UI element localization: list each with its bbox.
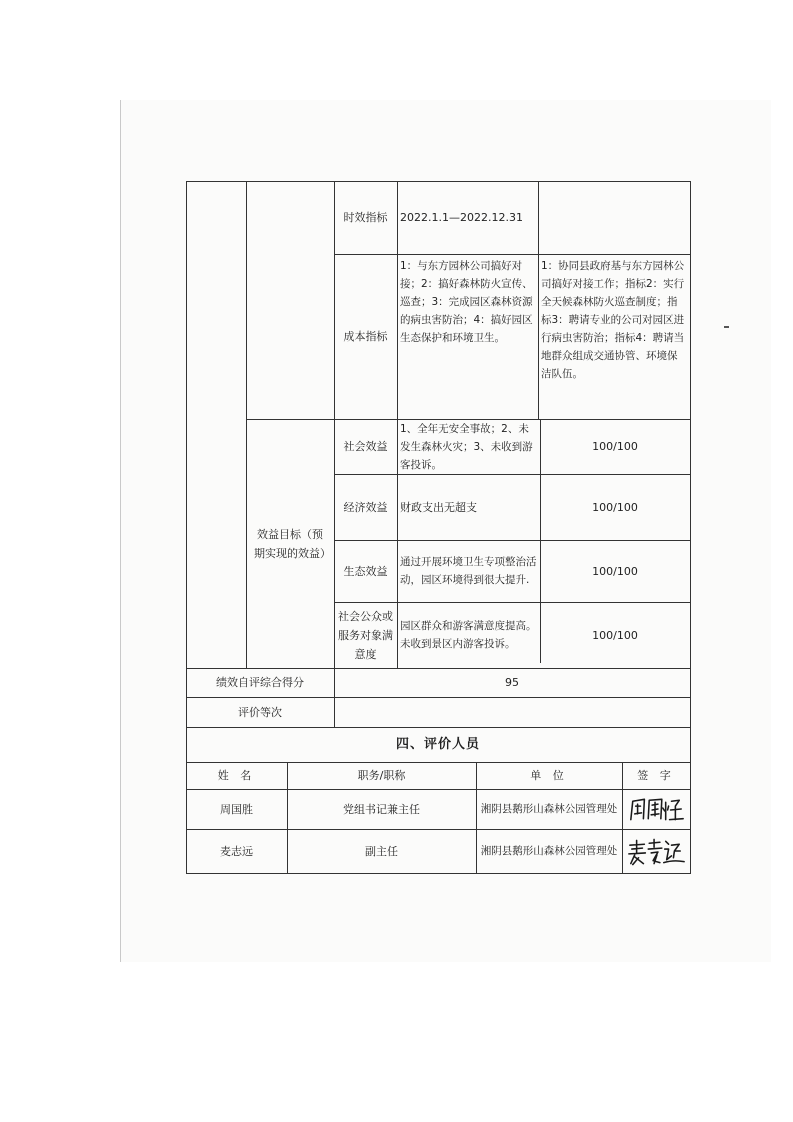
evaluators-heading: 四、评价人员 (395, 737, 480, 752)
grade-value (334, 697, 690, 727)
timeliness-label: 时效指标 (343, 211, 388, 224)
ecological-benefit-target: 通过开展环境卫生专项整治活动，园区环境得到很大提升. (400, 556, 537, 586)
evaluator-position: 副主任 (365, 844, 398, 858)
header-name: 姓 名 (217, 769, 256, 782)
social-benefit-score: 100/100 (592, 440, 638, 453)
header-position: 职务/职称 (357, 769, 406, 782)
grade-label: 评价等次 (238, 705, 282, 719)
satisfaction-target: 园区群众和游客满意度提高。未收到景区内游客投诉。 (400, 620, 537, 650)
social-benefit-label: 社会效益 (343, 440, 388, 453)
header-signature: 签 字 (637, 769, 675, 782)
social-benefit-target: 1、全年无安全事故；2、未发生森林火灾；3、未收到游客投诉。 (400, 422, 533, 471)
economic-benefit-target: 财政支出无超支 (400, 500, 477, 514)
evaluator-name: 周国胜 (220, 802, 253, 816)
signature-zhou (622, 789, 690, 829)
economic-benefit-label: 经济效益 (343, 500, 388, 514)
satisfaction-score: 100/100 (592, 628, 638, 642)
timeliness-target: 2022.1.1—2022.12.31 (400, 211, 523, 224)
ecological-benefit-score: 100/100 (592, 564, 638, 578)
evaluator-unit: 湘阴县鹅形山森林公园管理处 (480, 845, 618, 857)
cost-target: 1：与东方园林公司搞好对接；2：搞好森林防火宣传、巡查；3：完成园区森林资源的病虫害防治；4：搞好园区生态保护和环境卫生。 (400, 260, 533, 344)
evaluator-name: 麦志远 (220, 844, 253, 858)
benefit-group-label: 效益目标（预期实现的效益） (254, 527, 331, 560)
signature-mai (622, 829, 690, 873)
evaluator-unit: 湘阴县鹅形山森林公园管理处 (480, 803, 618, 815)
cost-actual: 1：协同县政府基与东方园林公司搞好对接工作；指标2：实行全天候森林防火巡查制度；指标3：聘请专业的公司对园区进行病虫害防治；指标4：聘请当地群众组成交通协管、环境保洁队伍。 (541, 260, 685, 380)
overall-score-label: 绩效自评综合得分 (216, 676, 304, 689)
header-unit: 单 位 (530, 769, 568, 782)
overall-score-value: 95 (505, 676, 519, 689)
evaluator-position: 党组书记兼主任 (343, 802, 420, 816)
cost-label: 成本指标 (343, 330, 388, 343)
timeliness-actual (538, 181, 690, 254)
economic-benefit-score: 100/100 (592, 500, 638, 514)
ecological-benefit-label: 生态效益 (343, 564, 388, 578)
satisfaction-label: 社会公众或服务对象满意度 (338, 609, 393, 661)
scan-speck (724, 326, 729, 328)
